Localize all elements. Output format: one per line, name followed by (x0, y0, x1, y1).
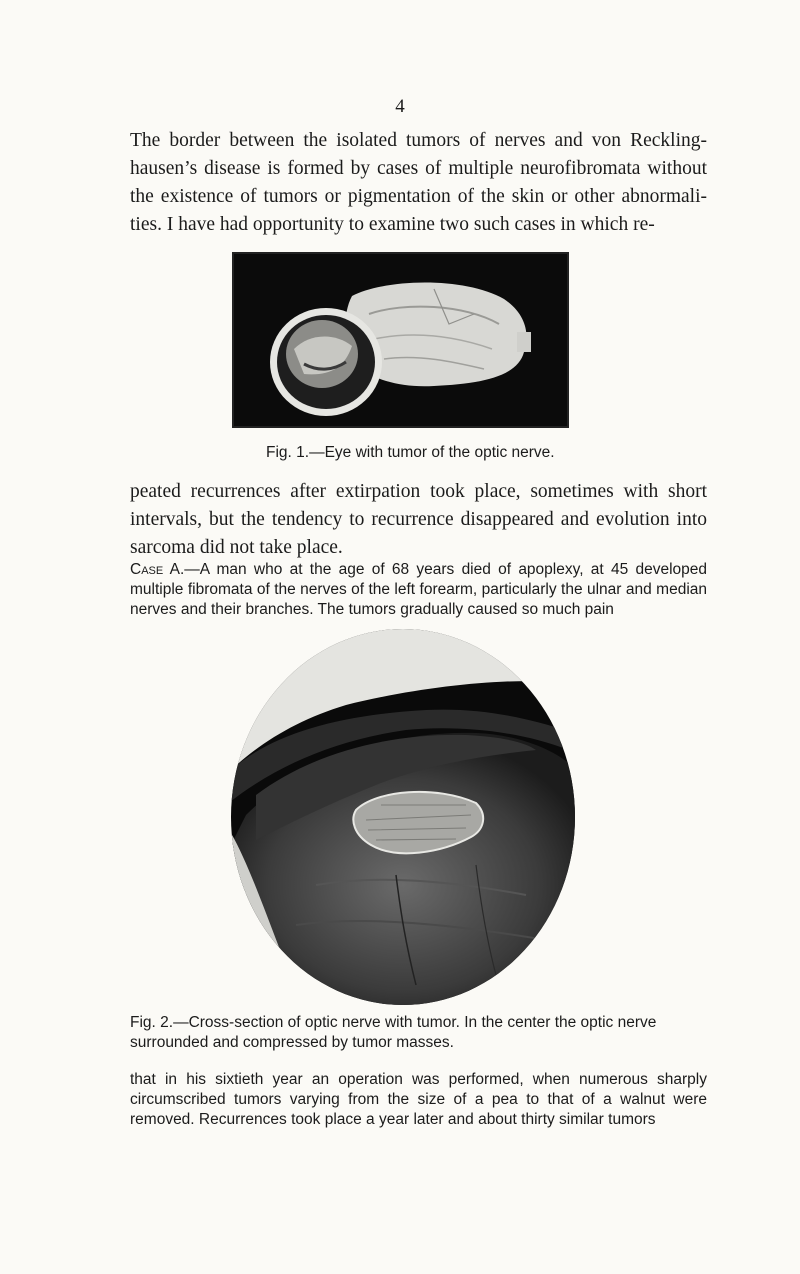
paragraph-3-text: —A man who at the age of 68 years died of apoplexy, at 45 developed multiple fibromata of the nerves of the left forearm, particularly the ulnar and median nerves and their branches. The tumors gradually caused so much pain (130, 561, 707, 618)
figure-1-caption: Fig. 1.—Eye with tumor of the optic nerve. (266, 444, 555, 461)
paragraph-1: The border between the isolated tumors of nerves and von Reckling-hausen’s disease is formed by cases of multiple neurofibromata without the existence of tumors or pigmentation of the skin or other abnormali-ties. I have had opportunity to examine two such cases in which re- (130, 130, 707, 235)
page-number: 4 (395, 96, 405, 117)
case-label: Case A. (130, 561, 185, 578)
paragraph-4: that in his sixtieth year an operation was performed, when numerous sharply circumscribed tumors varying from the size of a pea to that of a walnut were removed. Recurrences took place a year later and about thirty similar tumors (130, 1071, 707, 1128)
paragraph-3 (130, 560, 707, 620)
figure-2-micrograph (226, 625, 580, 1009)
figure-1-photo (232, 252, 569, 428)
figure-2-caption: Fig. 2.—Cross-section of optic nerve with tumor. In the center the optic nerve surrounded and compressed by tumor masses. (130, 1014, 657, 1051)
paragraph-2: peated recurrences after extirpation took place, sometimes with short intervals, but the tendency to recurrence disappeared and evolution into sarcoma did not take place. (130, 481, 707, 558)
